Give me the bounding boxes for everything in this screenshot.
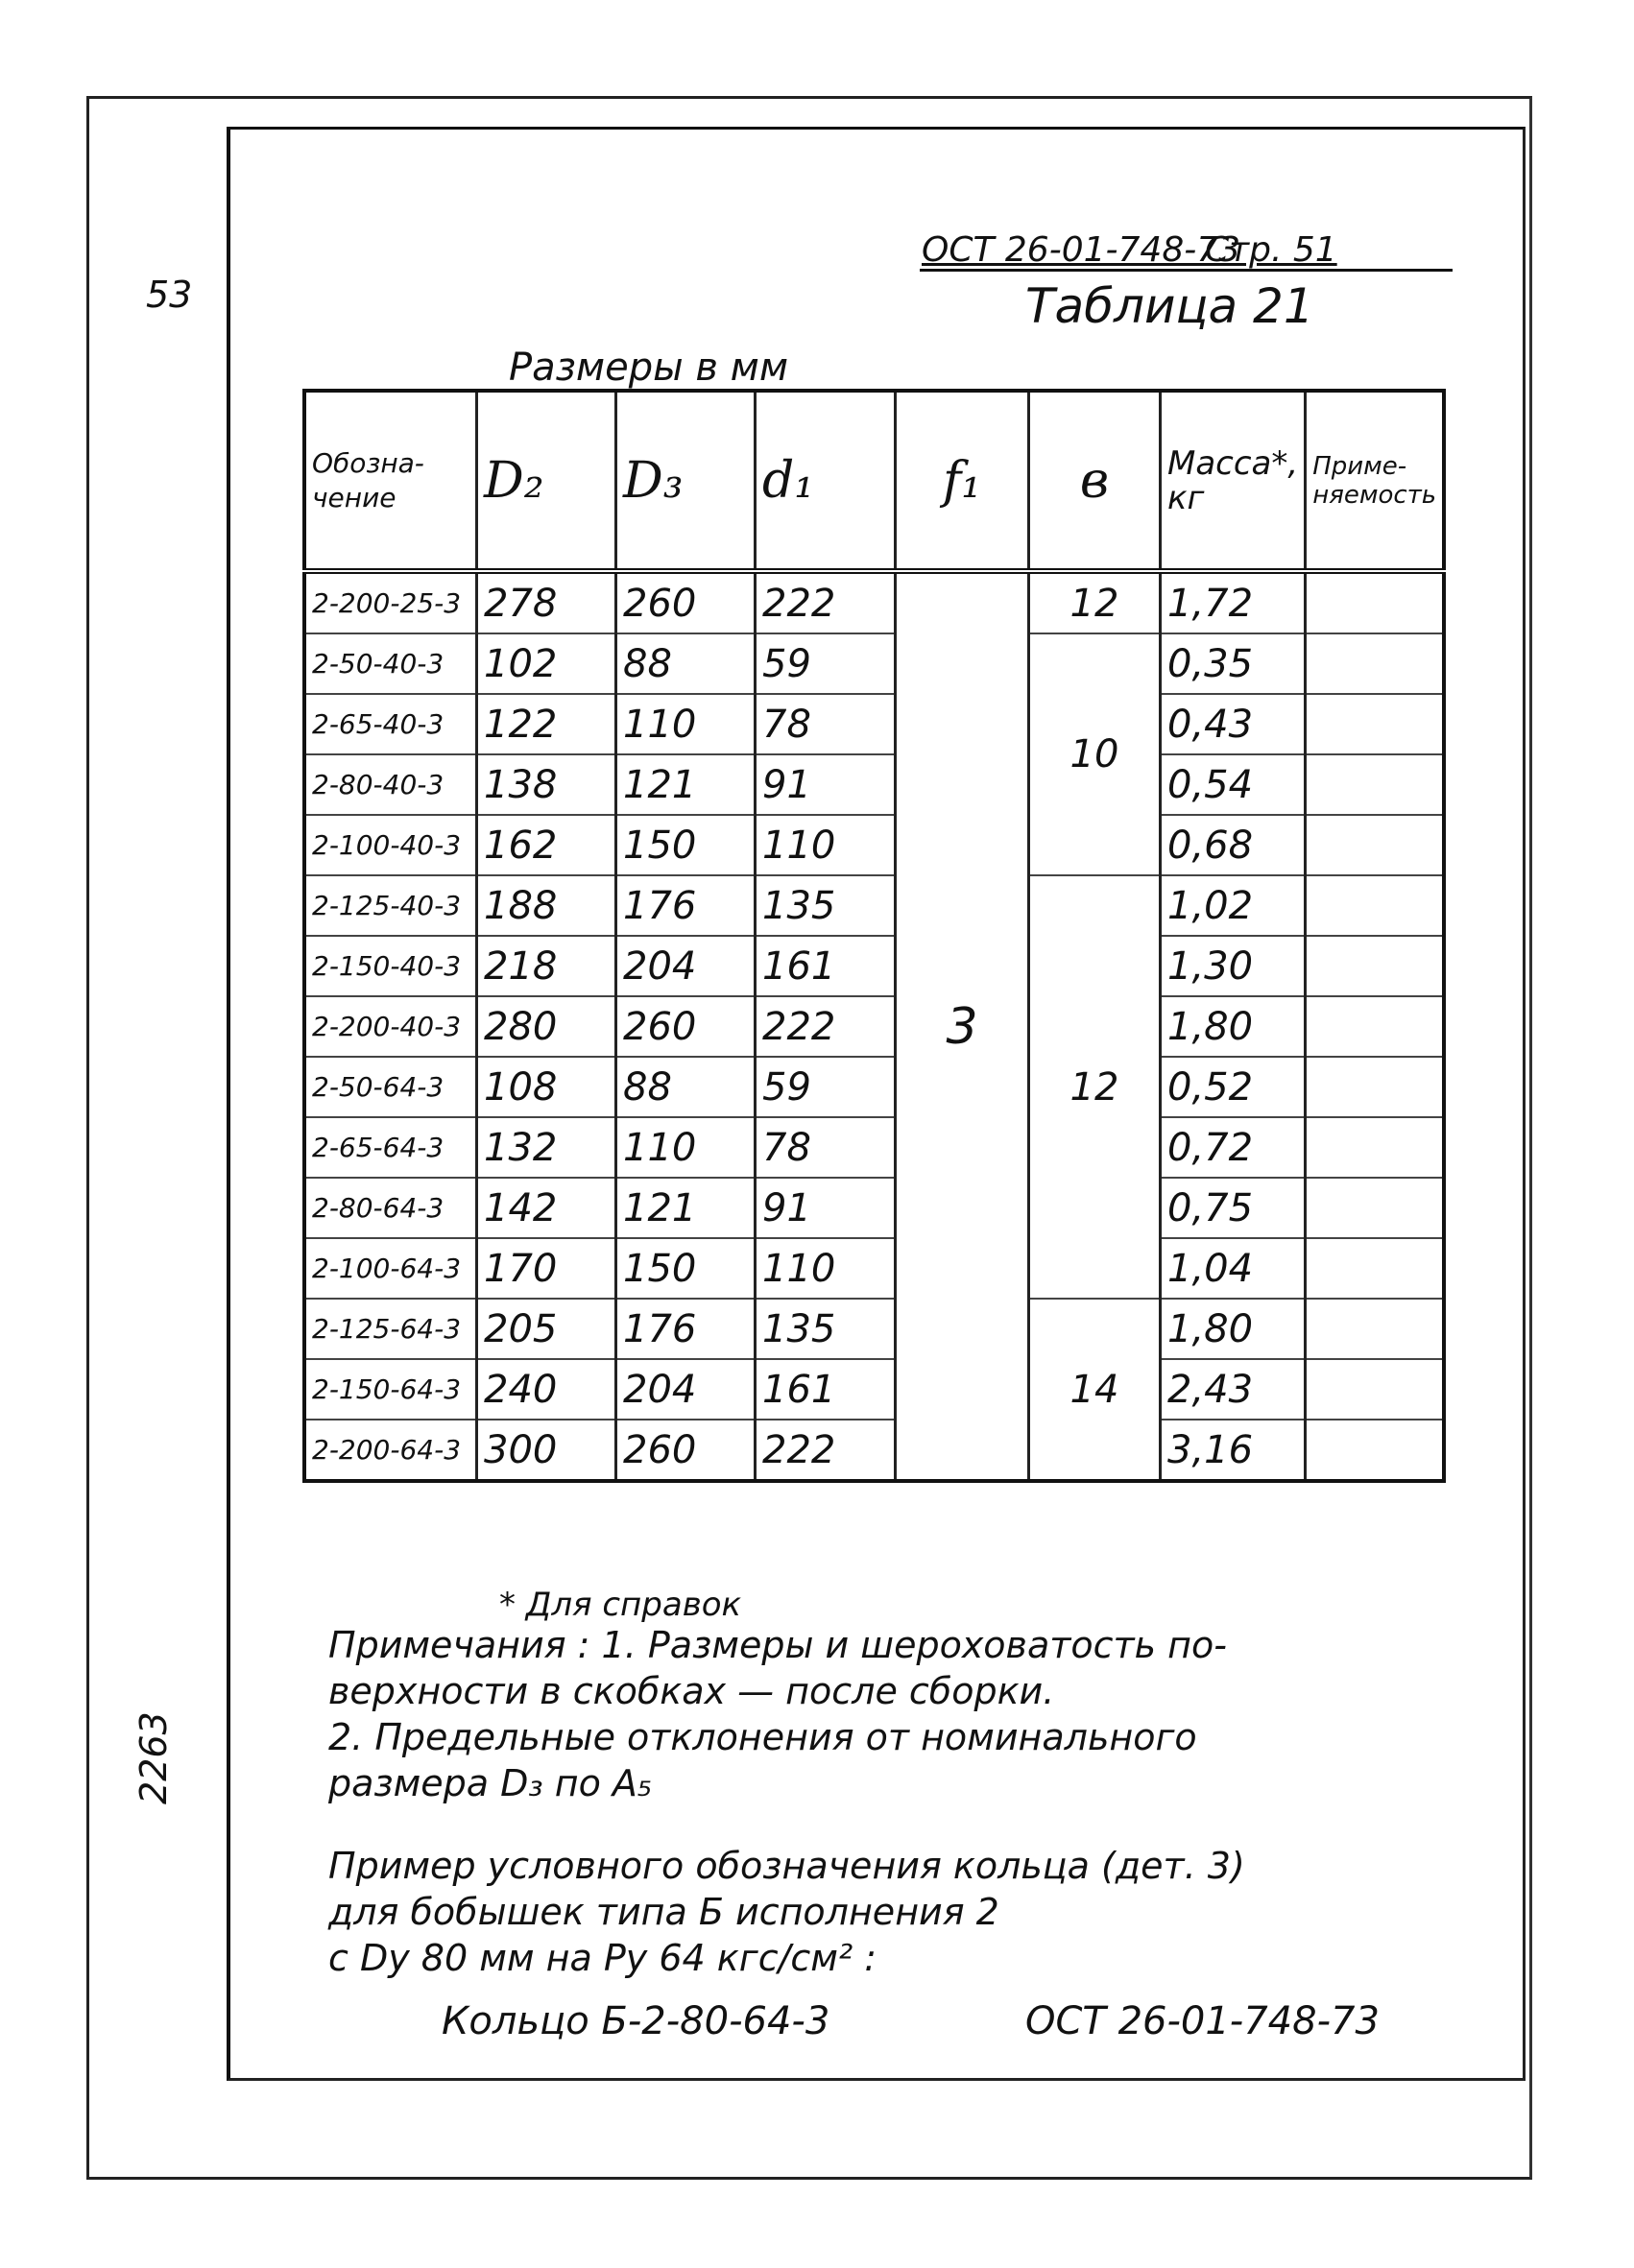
table-row xyxy=(304,1238,1444,1299)
cell-designation: 2-50-64-3 xyxy=(304,1057,477,1117)
table-row xyxy=(304,571,1444,633)
margin-archive-number: 2263 xyxy=(132,1711,175,1804)
table-row xyxy=(304,1420,1444,1481)
cell-mass: 1,80 xyxy=(1161,996,1306,1057)
cell-designation: 2-65-64-3 xyxy=(304,1117,477,1178)
cell-d2: 132 xyxy=(477,1117,616,1178)
cell-mass: 0,52 xyxy=(1161,1057,1306,1117)
example-designation: Кольцо Б-2-80-64-3 xyxy=(442,1999,830,2043)
cell-designation: 2-100-40-3 xyxy=(304,815,477,875)
cell-usage xyxy=(1306,936,1444,996)
table-row xyxy=(304,1178,1444,1238)
header-d1: d₁ xyxy=(756,391,896,571)
cell-d3: 121 xyxy=(616,754,756,815)
cell-mass: 0,75 xyxy=(1161,1178,1306,1238)
cell-d1: 78 xyxy=(756,1117,896,1178)
cell-usage xyxy=(1306,1178,1444,1238)
cell-mass: 0,54 xyxy=(1161,754,1306,815)
header-mass: Масса*, кг xyxy=(1161,391,1306,571)
cell-d3: 88 xyxy=(616,1057,756,1117)
cell-d2: 102 xyxy=(477,633,616,694)
cell-d2: 218 xyxy=(477,936,616,996)
cell-usage xyxy=(1306,571,1444,633)
cell-usage xyxy=(1306,1238,1444,1299)
notes-line-4: размера D₃ по A₅ xyxy=(328,1762,653,1804)
cell-d2: 108 xyxy=(477,1057,616,1117)
cell-d2: 300 xyxy=(477,1420,616,1481)
header-d3: D₃ xyxy=(616,391,756,571)
cell-d2: 122 xyxy=(477,694,616,754)
cell-usage xyxy=(1306,1299,1444,1359)
cell-usage xyxy=(1306,1359,1444,1420)
table-row xyxy=(304,1299,1444,1359)
cell-d2: 280 xyxy=(477,996,616,1057)
example-designation-std: ОСТ 26-01-748-73 xyxy=(1025,1999,1380,2043)
cell-d1: 78 xyxy=(756,694,896,754)
cell-d2: 170 xyxy=(477,1238,616,1299)
cell-d3: 176 xyxy=(616,1299,756,1359)
cell-designation: 2-80-40-3 xyxy=(304,754,477,815)
notes-line-3: 2. Предельные отклонения от номинального xyxy=(328,1716,1197,1758)
cell-d2: 278 xyxy=(477,571,616,633)
table-row xyxy=(304,875,1444,936)
example-line-1: Пример условного обозначения кольца (дет. 3) xyxy=(328,1845,1245,1887)
cell-d3: 121 xyxy=(616,1178,756,1238)
cell-b: 14 xyxy=(1029,1299,1161,1481)
cell-d1: 135 xyxy=(756,1299,896,1359)
cell-b: 12 xyxy=(1029,875,1161,1299)
example-line-2: для бобышек типа Б исполнения 2 xyxy=(328,1891,999,1933)
cell-usage xyxy=(1306,1420,1444,1481)
table-row xyxy=(304,1057,1444,1117)
cell-d1: 91 xyxy=(756,1178,896,1238)
table-row xyxy=(304,1359,1444,1420)
cell-d3: 260 xyxy=(616,996,756,1057)
cell-mass: 0,35 xyxy=(1161,633,1306,694)
cell-d3: 260 xyxy=(616,1420,756,1481)
cell-d3: 150 xyxy=(616,815,756,875)
cell-designation: 2-80-64-3 xyxy=(304,1178,477,1238)
cell-mass: 0,72 xyxy=(1161,1117,1306,1178)
cell-d1: 222 xyxy=(756,571,896,633)
cell-d3: 260 xyxy=(616,571,756,633)
cell-designation: 2-125-64-3 xyxy=(304,1299,477,1359)
header-usage: Приме-няемость xyxy=(1306,391,1444,571)
cell-d3: 88 xyxy=(616,633,756,694)
header-doc-ref: ОСТ 26-01-748-73 xyxy=(922,230,1241,270)
cell-designation: 2-200-64-3 xyxy=(304,1420,477,1481)
cell-usage xyxy=(1306,754,1444,815)
header-d2: D₂ xyxy=(477,391,616,571)
cell-usage xyxy=(1306,1057,1444,1117)
cell-designation: 2-125-40-3 xyxy=(304,875,477,936)
cell-d3: 204 xyxy=(616,1359,756,1420)
notes-line-1: Примечания : 1. Размеры и шероховатость по- xyxy=(328,1624,1227,1666)
cell-mass: 0,68 xyxy=(1161,815,1306,875)
cell-d1: 110 xyxy=(756,815,896,875)
cell-mass: 0,43 xyxy=(1161,694,1306,754)
table-row xyxy=(304,1117,1444,1178)
cell-d1: 222 xyxy=(756,996,896,1057)
spec-table xyxy=(302,389,1446,1483)
table-row xyxy=(304,694,1444,754)
cell-d3: 110 xyxy=(616,1117,756,1178)
cell-d2: 142 xyxy=(477,1178,616,1238)
cell-d1: 135 xyxy=(756,875,896,936)
table-title: Таблица 21 xyxy=(1025,278,1314,334)
cell-b: 12 xyxy=(1029,571,1161,633)
cell-mass: 3,16 xyxy=(1161,1420,1306,1481)
margin-page-number: 53 xyxy=(146,274,193,316)
table-row xyxy=(304,754,1444,815)
cell-d1: 91 xyxy=(756,754,896,815)
cell-mass: 1,80 xyxy=(1161,1299,1306,1359)
header-underline xyxy=(920,269,1453,272)
cell-mass: 1,30 xyxy=(1161,936,1306,996)
cell-d1: 59 xyxy=(756,1057,896,1117)
cell-d1: 222 xyxy=(756,1420,896,1481)
cell-d1: 59 xyxy=(756,633,896,694)
cell-usage xyxy=(1306,996,1444,1057)
cell-designation: 2-100-64-3 xyxy=(304,1238,477,1299)
notes-line-2: верхности в скобках — после сборки. xyxy=(328,1670,1055,1712)
header-f1: f₁ xyxy=(896,391,1029,571)
table-header-row xyxy=(304,391,1444,571)
cell-d3: 204 xyxy=(616,936,756,996)
cell-usage xyxy=(1306,875,1444,936)
cell-d1: 110 xyxy=(756,1238,896,1299)
cell-f1: 3 xyxy=(896,571,1029,1481)
units-label: Размеры в мм xyxy=(509,346,789,390)
cell-designation: 2-200-40-3 xyxy=(304,996,477,1057)
cell-d2: 162 xyxy=(477,815,616,875)
cell-designation: 2-150-40-3 xyxy=(304,936,477,996)
cell-d2: 205 xyxy=(477,1299,616,1359)
table-row xyxy=(304,815,1444,875)
cell-mass: 1,02 xyxy=(1161,875,1306,936)
table-row xyxy=(304,936,1444,996)
table-row xyxy=(304,633,1444,694)
cell-mass: 1,72 xyxy=(1161,571,1306,633)
cell-usage xyxy=(1306,633,1444,694)
footnote: * Для справок xyxy=(499,1586,742,1624)
cell-usage xyxy=(1306,1117,1444,1178)
table-row xyxy=(304,996,1444,1057)
header-b: в xyxy=(1029,391,1161,571)
cell-d3: 176 xyxy=(616,875,756,936)
cell-d2: 188 xyxy=(477,875,616,936)
header-page-label: Стр. 51 xyxy=(1205,230,1337,270)
cell-usage xyxy=(1306,694,1444,754)
cell-mass: 2,43 xyxy=(1161,1359,1306,1420)
cell-designation: 2-65-40-3 xyxy=(304,694,477,754)
cell-mass: 1,04 xyxy=(1161,1238,1306,1299)
header-designation: Обозна-чение xyxy=(304,391,477,571)
cell-usage xyxy=(1306,815,1444,875)
cell-d3: 110 xyxy=(616,694,756,754)
cell-designation: 2-50-40-3 xyxy=(304,633,477,694)
cell-designation: 2-150-64-3 xyxy=(304,1359,477,1420)
cell-d2: 240 xyxy=(477,1359,616,1420)
cell-designation: 2-200-25-3 xyxy=(304,571,477,633)
example-line-3: с Dу 80 мм на Pу 64 кгс/см² : xyxy=(328,1937,877,1979)
cell-d3: 150 xyxy=(616,1238,756,1299)
cell-d1: 161 xyxy=(756,936,896,996)
cell-d1: 161 xyxy=(756,1359,896,1420)
cell-b: 10 xyxy=(1029,633,1161,875)
cell-d2: 138 xyxy=(477,754,616,815)
